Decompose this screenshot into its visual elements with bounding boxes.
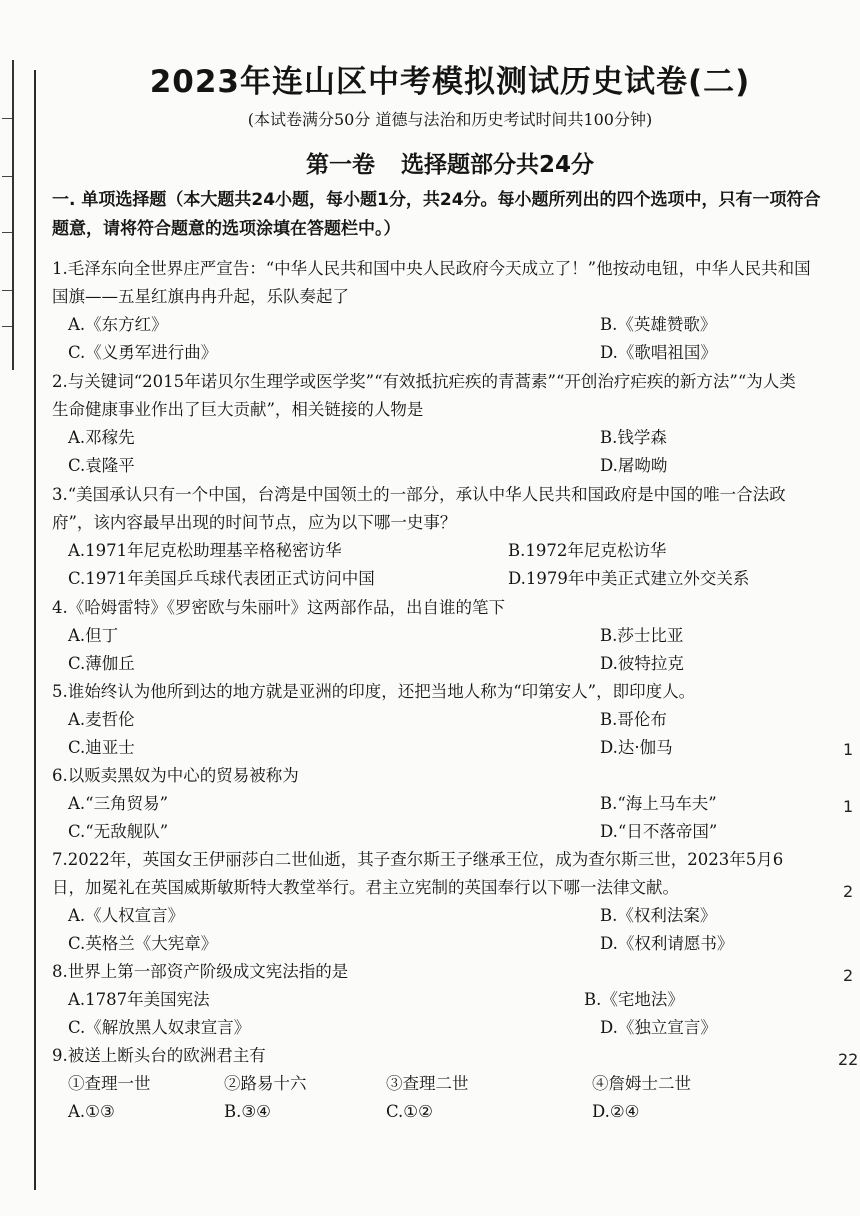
question-2 (52, 368, 812, 480)
question-stem: 8.世界上第一部资产阶级成文宪法指的是 (52, 962, 349, 981)
option-row (52, 537, 812, 565)
option-row (52, 622, 812, 650)
section-title: 第一卷 选择题部分共24分 (305, 152, 594, 178)
option-d: D.②④ (592, 1102, 640, 1121)
statement-2: ②路易十六 (224, 1074, 307, 1093)
option-c: C.薄伽丘 (68, 654, 135, 673)
binding-tick (2, 118, 12, 119)
statement-row (52, 1070, 812, 1098)
margin-number: 1 (843, 740, 854, 759)
option-row (52, 818, 812, 846)
option-c: C.迪亚士 (68, 738, 135, 757)
option-b: B.“海上马车夫” (600, 794, 717, 813)
question-9 (52, 1042, 812, 1126)
question-4 (52, 594, 812, 678)
option-row (52, 930, 812, 958)
margin-number: 2 (843, 882, 854, 901)
option-row (52, 986, 812, 1014)
question-6 (52, 762, 812, 846)
question-stem: 9.被送上断头台的欧洲君主有 (52, 1046, 266, 1065)
option-b: B.莎士比亚 (600, 626, 684, 645)
margin-number: 22 (838, 1050, 859, 1069)
option-a: A.“三角贸易” (68, 794, 169, 813)
question-stem: 2.与关键词“2015年诺贝尔生理学或医学奖”“有效抵抗疟疾的青蒿素”“开创治疗疟疾的新方法”“为人类生命健康事业作出了巨大贡献”，相关链接的人物是 (52, 372, 796, 419)
option-a: A.《人权宣言》 (68, 906, 185, 925)
option-row (52, 1098, 812, 1126)
option-row (52, 650, 812, 678)
option-c: C.“无敌舰队” (68, 822, 169, 841)
question-stem: 7.2022年，英国女王伊丽莎白二世仙逝，其子查尔斯王子继承王位，成为查尔斯三世，2023年5月6日，加冕礼在英国威斯敏斯特大教堂举行。君主立宪制的英国奉行以下哪一法律文献。 (52, 850, 784, 897)
option-a: A.1787年美国宪法 (68, 990, 210, 1009)
option-row (52, 311, 812, 339)
question-1 (52, 255, 812, 367)
option-row (52, 424, 812, 452)
option-d: D.达·伽马 (600, 738, 673, 757)
option-d: D.《独立宣言》 (600, 1018, 717, 1037)
option-d: D.《权利请愿书》 (600, 934, 734, 953)
option-b: B.1972年尼克松访华 (508, 541, 667, 560)
option-row (52, 1014, 812, 1042)
binding-tick (2, 326, 12, 327)
option-a: A.麦哲伦 (68, 710, 135, 729)
option-a: A.《东方红》 (68, 315, 168, 334)
option-row (52, 452, 812, 480)
option-c: C.①② (386, 1102, 433, 1121)
binding-line (34, 70, 36, 1190)
option-b: B.钱学森 (600, 428, 667, 447)
binding-tick (2, 290, 12, 291)
option-d: D.《歌唱祖国》 (600, 343, 717, 362)
binding-tick (2, 176, 12, 177)
option-c: C.英格兰《大宪章》 (68, 934, 218, 953)
question-stem: 4.《哈姆雷特》《罗密欧与朱丽叶》这两部作品，出自谁的笔下 (52, 598, 505, 617)
question-3 (52, 481, 812, 593)
question-stem: 6.以贩卖黑奴为中心的贸易被称为 (52, 766, 299, 785)
option-row (52, 902, 812, 930)
margin-number: 1 (843, 797, 854, 816)
option-a: A.①③ (68, 1102, 115, 1121)
option-a: A.邓稼先 (68, 428, 135, 447)
option-b: B.《宅地法》 (584, 990, 684, 1009)
question-stem: 1.毛泽东向全世界庄严宣告：“中华人民共和国中央人民政府今天成立了！”他按动电钮，中华人民共和国国旗——五星红旗冉冉升起，乐队奏起了 (52, 259, 811, 306)
section-instructions: 一. 单项选择题（本大题共24小题，每小题1分，共24分。每小题所列出的四个选项中，只有一项符合题意，请将符合题意的选项涂填在答题栏中。） (52, 190, 821, 239)
question-stem: 5.谁始终认为他所到达的地方就是亚洲的印度，还把当地人称为“印第安人”，即印度人。 (52, 682, 696, 701)
option-d: D.彼特拉克 (600, 654, 684, 673)
option-c: C.1971年美国乒乓球代表团正式访问中国 (68, 569, 375, 588)
option-b: B.③④ (224, 1102, 271, 1121)
option-c: C.《义勇军进行曲》 (68, 343, 218, 362)
option-row (52, 734, 812, 762)
option-row (52, 339, 812, 367)
binding-tick (2, 232, 12, 233)
page-title: 2023年连山区中考模拟测试历史试卷(二) (149, 64, 751, 100)
option-row (52, 790, 812, 818)
option-c: C.《解放黑人奴隶宣言》 (68, 1018, 251, 1037)
option-d: D.“日不落帝国” (600, 822, 718, 841)
option-row (52, 565, 812, 593)
option-a: A.1971年尼克松助理基辛格秘密访华 (68, 541, 342, 560)
statement-1: ①查理一世 (68, 1074, 151, 1093)
option-row (52, 706, 812, 734)
statement-4: ④詹姆士二世 (592, 1074, 691, 1093)
option-b: B.哥伦布 (600, 710, 667, 729)
question-7 (52, 846, 812, 958)
option-b: B.《权利法案》 (600, 906, 717, 925)
option-a: A.但丁 (68, 626, 119, 645)
option-d: D.1979年中美正式建立外交关系 (508, 569, 750, 588)
exam-subtitle: (本试卷满分50分 道德与法治和历史考试时间共100分钟) (247, 110, 653, 129)
statement-3: ③查理二世 (386, 1074, 469, 1093)
option-c: C.袁隆平 (68, 456, 135, 475)
margin-number: 2 (843, 966, 854, 985)
question-stem: 3.“美国承认只有一个中国，台湾是中国领土的一部分，承认中华人民共和国政府是中国的唯一合法政府”，该内容最早出现的时间节点，应为以下哪一史事？ (52, 485, 786, 532)
option-d: D.屠呦呦 (600, 456, 668, 475)
question-8 (52, 958, 812, 1042)
question-5 (52, 678, 812, 762)
option-b: B.《英雄赞歌》 (600, 315, 717, 334)
binding-bracket (8, 60, 14, 370)
